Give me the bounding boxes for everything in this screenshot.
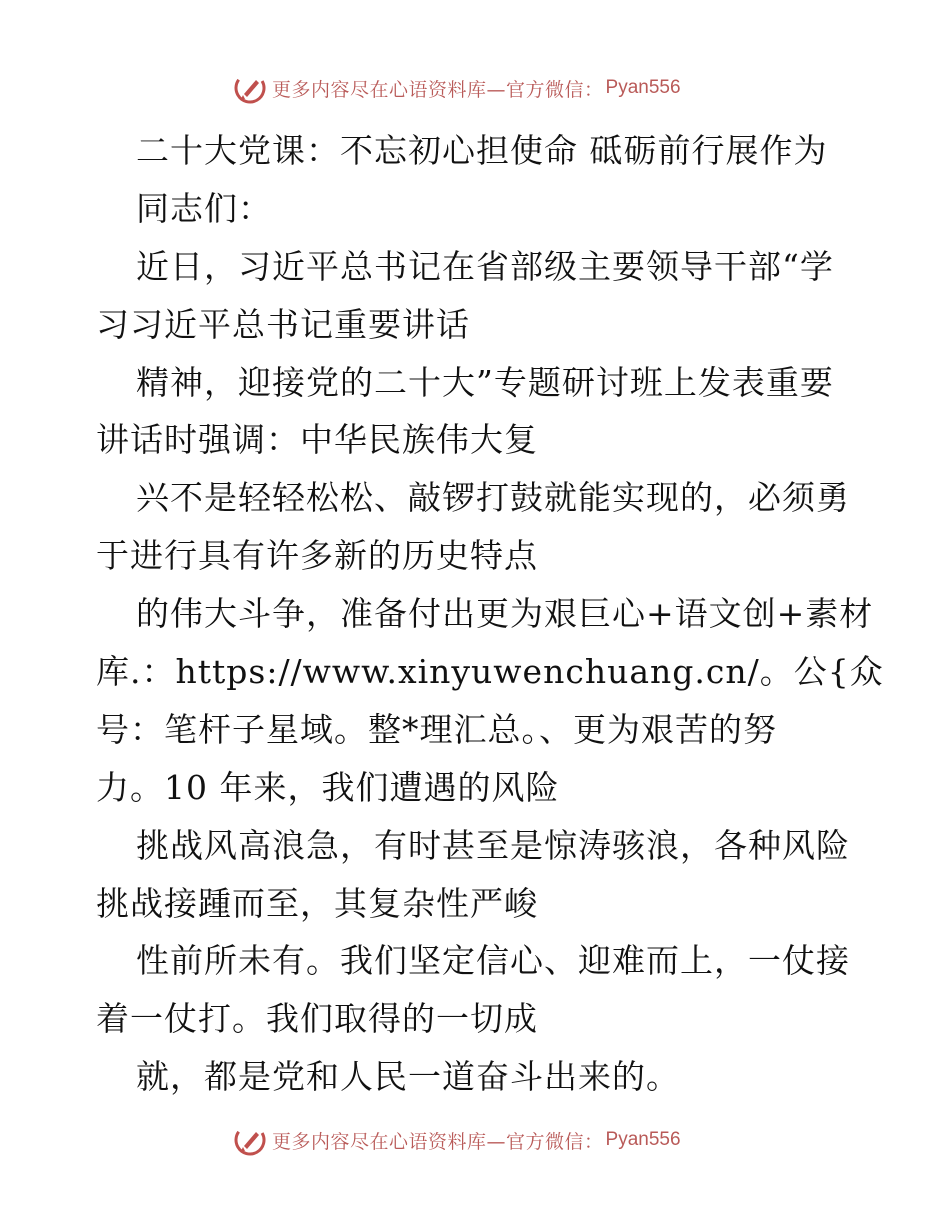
paragraph-line: 力。10 年来，我们遭遇的风险 (96, 767, 560, 807)
paragraph-line: 库.：https://www.xinyuwenchuang.cn/。公{众 (96, 652, 884, 692)
watermark-handle: Pyan556 (605, 1129, 681, 1150)
document-body (96, 122, 884, 1106)
paragraph-line: 习习近平总书记重要讲话 (96, 304, 470, 344)
paragraph-line: 的伟大斗争，准备付出更为艰巨心+语文创+素材 (136, 594, 874, 634)
salutation: 同志们： (136, 188, 272, 228)
paragraph-line: 挑战接踵而至，其复杂性严峻 (96, 883, 538, 923)
watermark-text: 更多内容尽在心语资料库—官方微信： (272, 78, 604, 101)
paragraph-line: 精神，迎接党的二十大”专题研讨班上发表重要 (136, 362, 834, 402)
watermark-header (232, 68, 752, 108)
pen-logo-icon (232, 70, 268, 106)
watermark-footer (232, 1120, 752, 1160)
watermark-text: 更多内容尽在心语资料库—官方微信： (272, 1130, 604, 1153)
document-title: 二十大党课：不忘初心担使命 砥砺前行展作为 (136, 131, 828, 170)
paragraph-line: 就，都是党和人民一道奋斗出来的。 (136, 1057, 680, 1097)
paragraph-line: 着一仗打。我们取得的一切成 (96, 999, 538, 1039)
paragraph-line: 近日，习近平总书记在省部级主要领导干部“学 (136, 246, 834, 286)
paragraph-line: 性前所未有。我们坚定信心、迎难而上，一仗接 (136, 941, 850, 981)
paragraph-line: 号：笔杆子星域。整*理汇总。、更为艰苦的努 (96, 709, 777, 749)
pen-logo-icon (232, 1122, 268, 1158)
paragraph-line: 讲话时强调：中华民族伟大复 (96, 420, 538, 460)
paragraph-line: 兴不是轻轻松松、敲锣打鼓就能实现的，必须勇 (136, 478, 850, 518)
paragraph-line: 于进行具有许多新的历史特点 (96, 536, 538, 576)
paragraph-line: 挑战风高浪急，有时甚至是惊涛骇浪，各种风险 (136, 825, 850, 865)
watermark-handle: Pyan556 (605, 77, 681, 98)
